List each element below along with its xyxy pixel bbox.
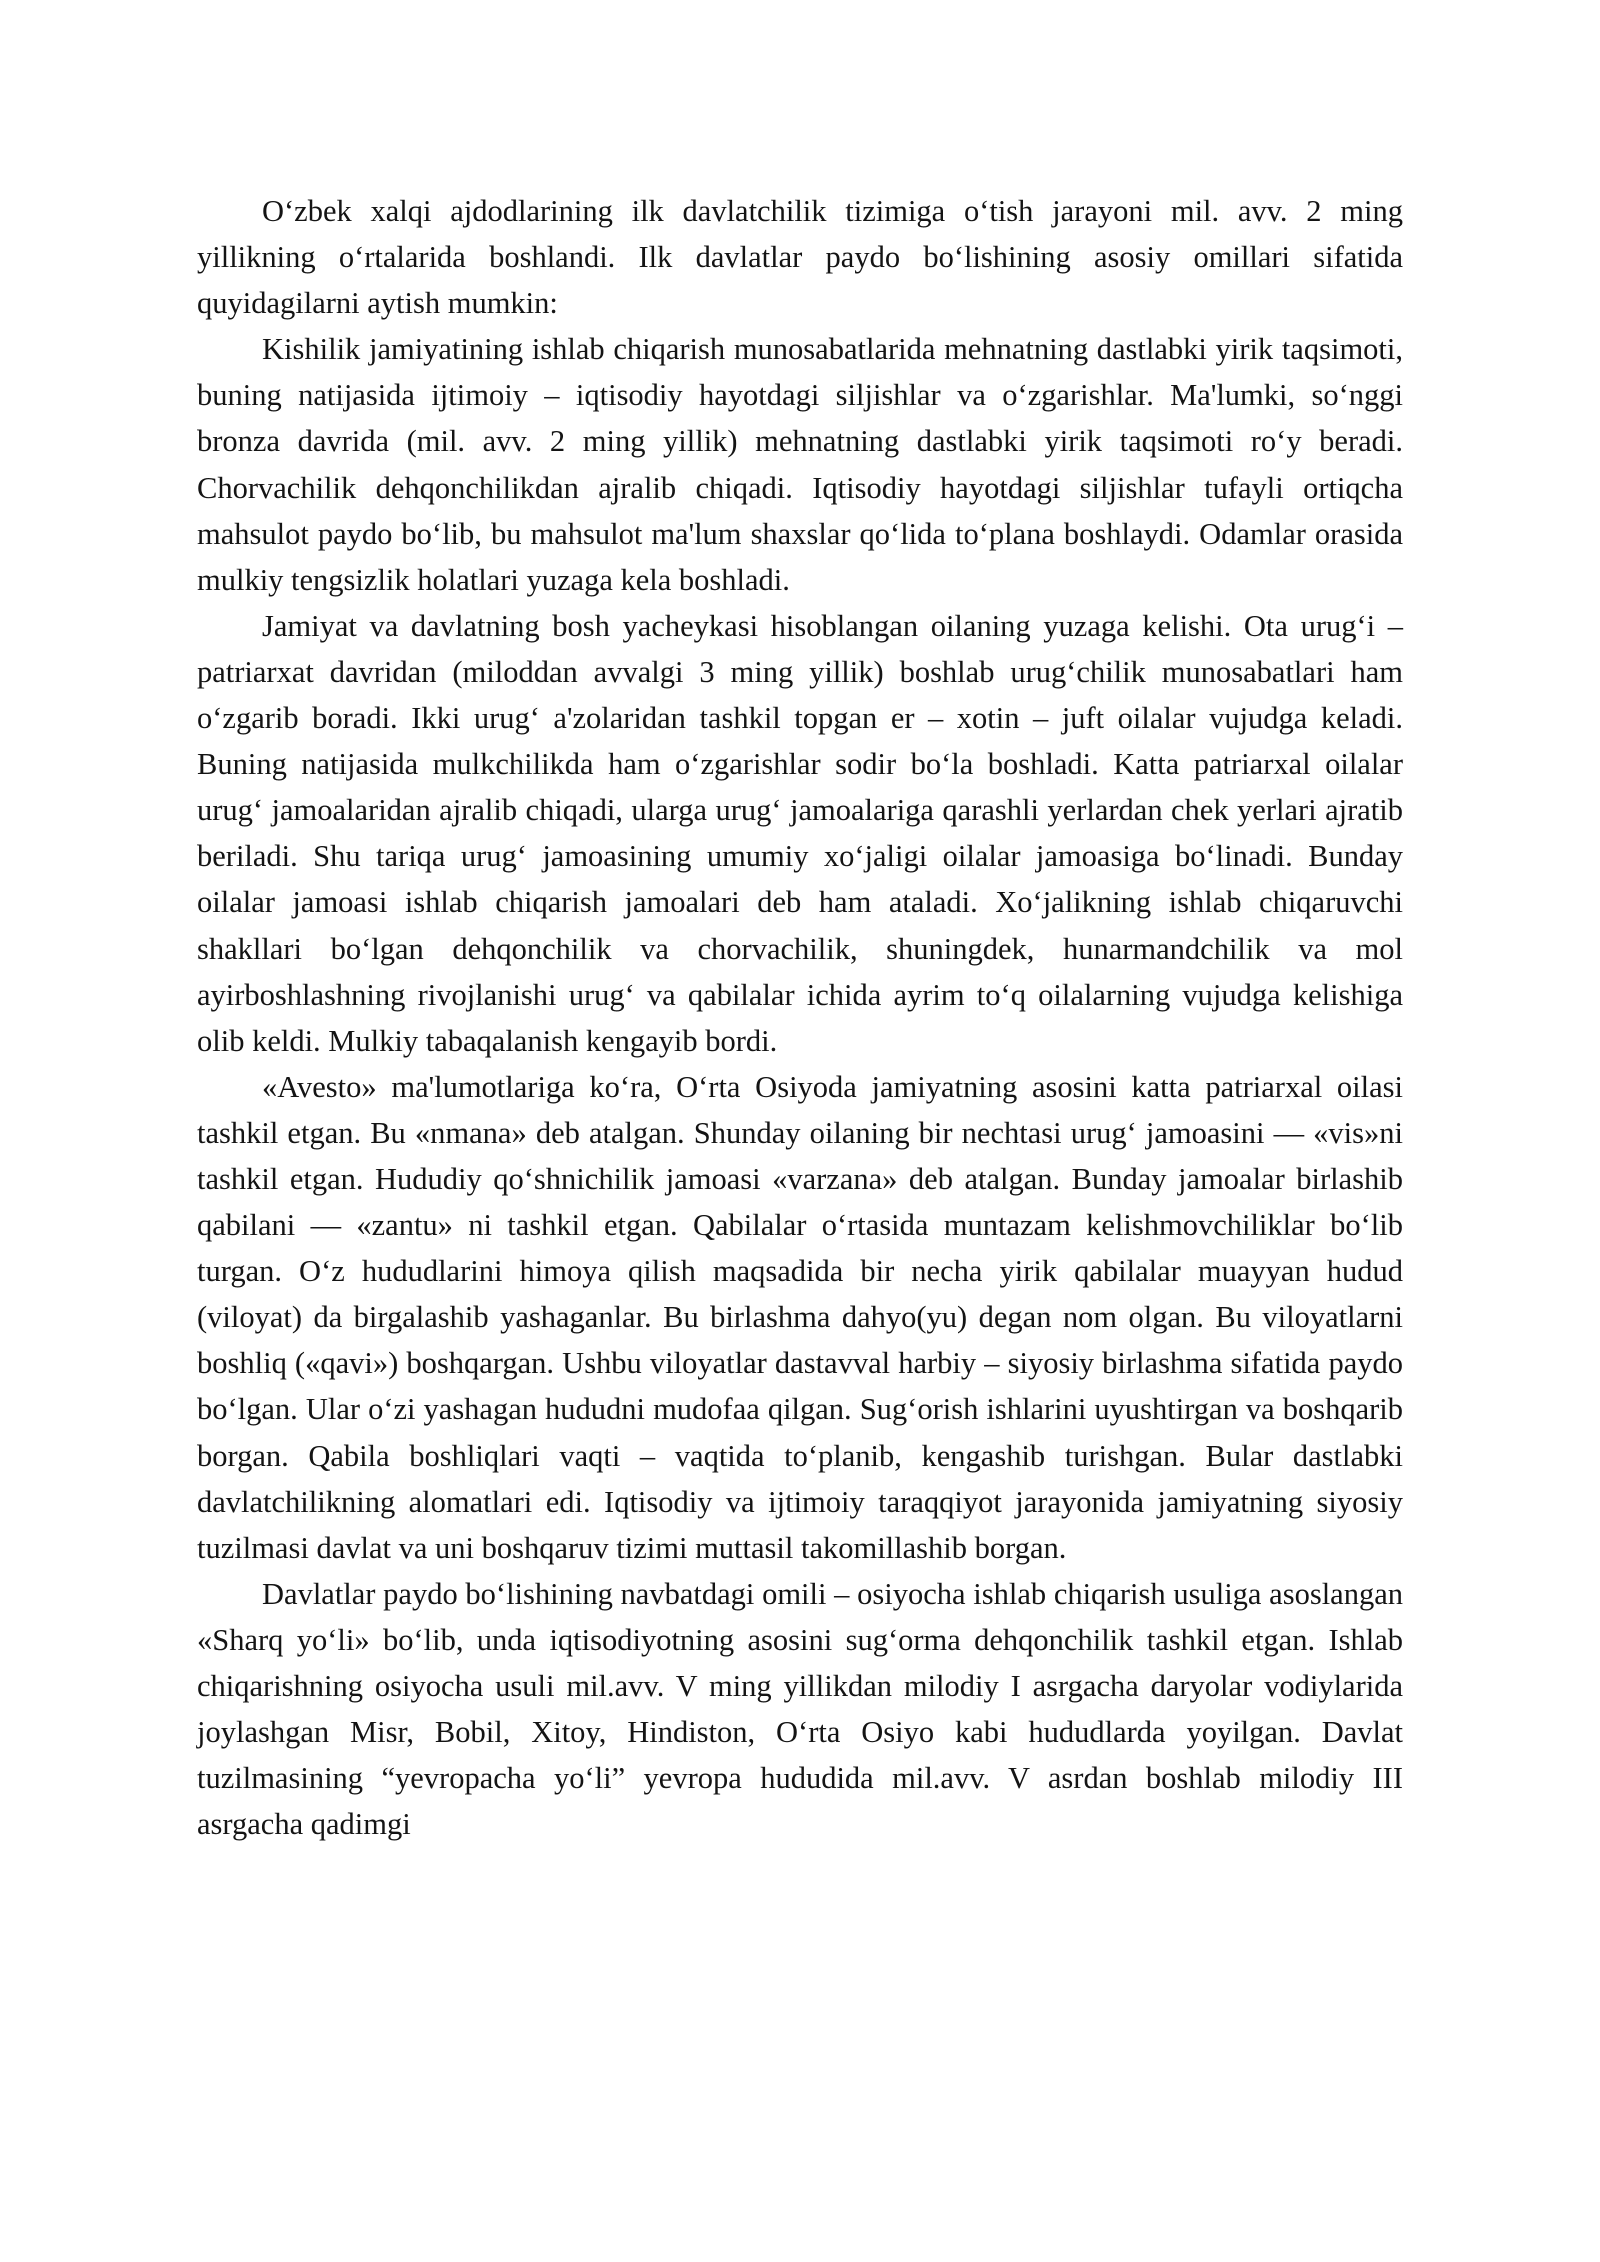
paragraph-3: Jamiyat va davlatning bosh yacheykasi hisoblangan oilaning yuzaga kelishi. Ota urug‘i – patriarxat davridan (miloddan avvalgi 3 ming yillik) boshlab urug‘chilik munosabatlari ham o‘zgarib boradi. Ikki urug‘ a'zolaridan tashkil topgan er – xotin – juft oilalar vujudga keladi. Buning natijasida mulkchilikda ham o‘zgarishlar sodir bo‘la boshladi. Katta patriarxal oilalar urug‘ jamoalaridan ajralib chiqadi, ularga urug‘ jamoalariga qarashli yerlardan chek yerlari ajratib beriladi. Shu tariqa urug‘ jamoasining umumiy xo‘jaligi oilalar jamoasiga bo‘linadi. Bunday oilalar jamoasi ishlab chiqarish jamoalari deb ham ataladi. Xo‘jalikning ishlab chiqaruvchi shakllari bo‘lgan dehqonchilik va chorvachilik, shuningdek, hunarmandchilik va mol ayirboshlashning rivojlanishi urug‘ va qabilalar ichida ayrim to‘q oilalarning vujudga kelishiga olib keldi. Mulkiy tabaqalanish kengayib bordi. <box>197 608 1403 1058</box>
paragraph-4: «Avesto» ma'lumotlariga ko‘ra, O‘rta Osiyoda jamiyatning asosini katta patriarxal oilasi tashkil etgan. Bu «nmana» deb atalgan. Shunday oilaning bir nechtasi urug‘ jamoasini — «vis»ni tashkil etgan. Hududiy qo‘shnichilik jamoasi «varzana» deb atalgan. Bunday jamoalar birlashib qabilani — «zantu» ni tashkil etgan. Qabilalar o‘rtasida muntazam kelishmovchiliklar bo‘lib turgan. O‘z hududlarini himoya qilish maqsadida bir necha yirik qabilalar muayyan hudud (viloyat) da birgalashib yashaganlar. Bu birlashma dahyo(yu) degan nom olgan. Bu viloyatlarni boshliq («qavi») boshqargan. Ushbu viloyatlar dastavval harbiy – siyosiy birlashma sifatida paydo bo‘lgan. Ular o‘zi yashagan hududni mudofaa qilgan. Sug‘orish ishlarini uyushtirgan va boshqarib borgan. Qabila boshliqlari vaqti – vaqtida to‘planib, kengashib turishgan. Bular dastlabki davlatchilikning alomatlari edi. Iqtisodiy va ijtimoiy taraqqiyot jarayonida jamiyatning siyosiy tuzilmasi davlat va uni boshqaruv tizimi muttasil takomillashib borgan. <box>197 1069 1403 1565</box>
document-body <box>197 188 1403 1847</box>
paragraph-5: Davlatlar paydo bo‘lishining navbatdagi omili – osiyocha ishlab chiqarish usuliga asoslangan «Sharq yo‘li» bo‘lib, unda iqtisodiyotning asosini sug‘orma dehqonchilik tashkil etgan. Ishlab chiqarishning osiyocha usuli mil.avv. V ming yillikdan milodiy I asrgacha daryolar vodiylarida joylashgan Misr, Bobil, Xitoy, Hindiston, O‘rta Osiyo kabi hududlarda yoyilgan. Davlat tuzilmasining “yevropacha yo‘li” yevropa hududida mil.avv. V asrdan boshlab milodiy III asrgacha qadimgi <box>197 1576 1403 1842</box>
paragraph-2: Kishilik jamiyatining ishlab chiqarish munosabatlarida mehnatning dastlabki yirik taqsimoti, buning natijasida ijtimoiy – iqtisodiy hayotdagi siljishlar va o‘zgarishlar. Ma'lumki, so‘nggi bronza davrida (mil. avv. 2 ming yillik) mehnatning dastlabki yirik taqsimoti ro‘y beradi. Chorvachilik dehqonchilikdan ajralib chiqadi. Iqtisodiy hayotdagi siljishlar tufayli ortiqcha mahsulot paydo bo‘lib, bu mahsulot ma'lum shaxslar qo‘lida to‘plana boshlaydi. Odamlar orasida mulkiy tengsizlik holatlari yuzaga kela boshladi. <box>197 332 1403 597</box>
paragraph-1: O‘zbek xalqi ajdodlarining ilk davlatchilik tizimiga o‘tish jarayoni mil. avv. 2 ming yillikning o‘rtalarida boshlandi. Ilk davlatlar paydo bo‘lishining asosiy omillari sifatida quyidagilarni aytish mumkin: <box>197 194 1403 321</box>
